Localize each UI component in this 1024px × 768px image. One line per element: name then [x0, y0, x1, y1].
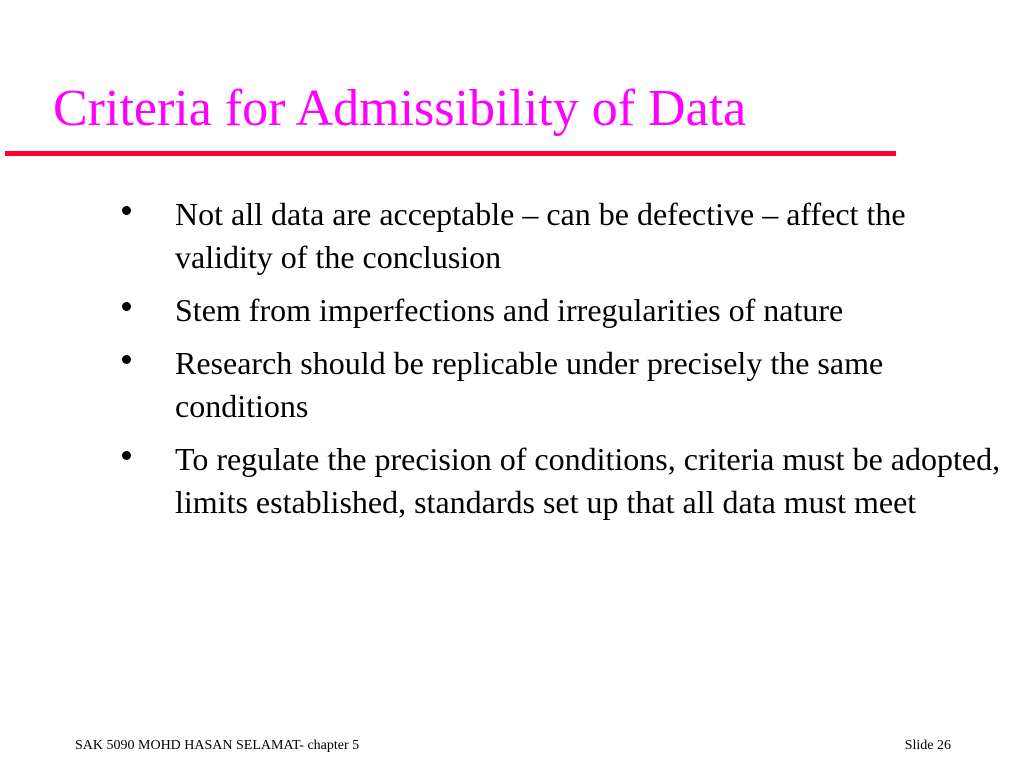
footer-slide-number: Slide 26 [904, 738, 951, 753]
bullet-item [122, 289, 1002, 332]
bullet-dot-icon [122, 206, 131, 215]
bullet-dot-icon [122, 302, 131, 311]
bullet-item [122, 438, 1002, 524]
footer-course-label: SAK 5090 MOHD HASAN SELAMAT- chapter 5 [75, 738, 360, 753]
bullet-dot-icon [122, 451, 131, 460]
bullet-list [122, 193, 1002, 534]
bullet-item [122, 193, 1002, 279]
title-underline [5, 151, 896, 156]
bullet-text: Research should be replicable under precisely the same conditions [175, 345, 884, 424]
bullet-item [122, 342, 1002, 428]
slide-title: Criteria for Admissibility of Data [53, 80, 747, 137]
bullet-text: Stem from imperfections and irregularities of nature [175, 292, 844, 328]
bullet-text: Not all data are acceptable – can be defective – affect the validity of the conclusion [175, 196, 906, 275]
bullet-dot-icon [122, 355, 131, 364]
bullet-text: To regulate the precision of conditions, criteria must be adopted, limits established, standards set up that all data must meet [175, 441, 1001, 520]
